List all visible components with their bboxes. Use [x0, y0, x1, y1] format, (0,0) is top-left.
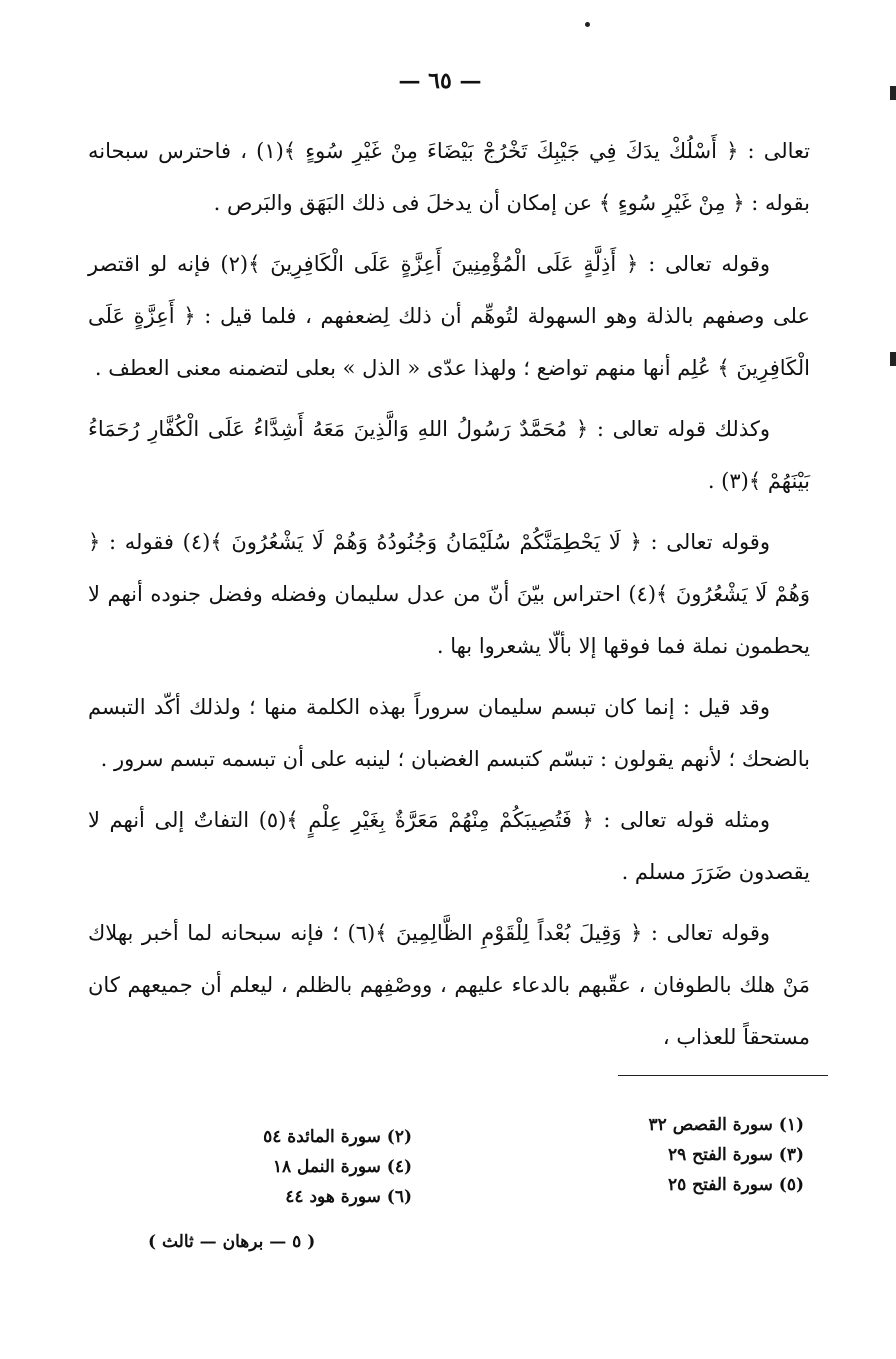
main-text [88, 125, 810, 1072]
footnote: (٦) سورة هود ٤٤ [285, 1187, 412, 1207]
paragraph: تعالى : ﴿ أَسْلُكْ يدَكَ فِي جَيْبِكَ تَخْرُجْ بَيْضَاءَ مِنْ غَيْرِ سُوءٍ ﴾(١) ، فاحترس سبحانه بقوله : ﴿ مِنْ غَيْرِ سُوءٍ ﴾ عن إمكان أن يدخلَ فى ذلك البَهَق والبَرص . [88, 139, 811, 215]
printer-signature: ( ٥ — برهان — ثالث ) [148, 1232, 316, 1252]
footnote: (٥) سورة الفتح ٢٥ [667, 1175, 804, 1195]
paragraph: وقوله تعالى : ﴿ أَذِلَّةٍ عَلَى الْمُؤْمِنِينَ أَعِزَّةٍ عَلَى الْكَافِرِينَ ﴾(٢) فإنه لو اقتصر على وصفهم بالذلة وهو السهولة لتُوهِّم أن ذلك لِضعفهم ، فلما قيل : ﴿ أَعِزَّةٍ عَلَى الْكَافِرِينَ ﴾ عُلِم أنها منهم تواضع ؛ ولهذا عدّى « الذل » بعلى لتضمنه معنى العطف . [88, 252, 810, 380]
footnote: (١) سورة القصص ٣٢ [648, 1115, 804, 1135]
print-speck [585, 22, 590, 27]
footnote: (٢) سورة المائدة ٥٤ [263, 1127, 412, 1147]
footnote-separator [618, 1075, 828, 1076]
footnotes-left-column [263, 1122, 412, 1212]
paragraph: وقد قيل : إنما كان تبسم سليمان سروراً بهذه الكلمة منها ؛ ولذلك أكّد التبسم بالضحك ؛ لأنهم يقولون : تبسّم كتبسم الغضبان ؛ لينبه على أن تبسمه تبسم سرور . [88, 695, 810, 771]
footnotes-right-column [649, 1110, 804, 1200]
edge-mark [890, 352, 896, 366]
paragraph: وقوله تعالى : ﴿ لَا يَحْطِمَنَّكُمْ سُلَيْمَانُ وَجُنُودُهُ وَهُمْ لَا يَشْعُرُونَ ﴾(٤) فقوله : ﴿ وَهُمْ لَا يَشْعُرُونَ ﴾(٤) احتراس بيّنَ أنّ من عدل سليمان وفضله وفضل جنوده أنهم لا يحطمون نملة فما فوقها إلا بألّا يشعروا بها . [88, 530, 810, 658]
footnote: (٣) سورة الفتح ٢٩ [667, 1145, 804, 1165]
paragraph: وكذلك قوله تعالى : ﴿ مُحَمَّدٌ رَسُولُ اللهِ وَالَّذِينَ مَعَهُ أَشِدَّاءُ عَلَى الْكُفَّارِ رُحَمَاءُ بَيْنَهُمْ ﴾(٣) . [88, 417, 810, 493]
edge-mark [890, 86, 896, 100]
footnote: (٤) سورة النمل ١٨ [272, 1157, 412, 1177]
paragraph: وقوله تعالى : ﴿ وَقِيلَ بُعْداً لِلْقَوْمِ الظَّالِمِينَ ﴾(٦) ؛ فإنه سبحانه لما أخبر بهلاك مَنْ هلك بالطوفان ، عقّبهم بالدعاء عليهم ، ووصْفِهم بالظلم ، ليعلم أن جميعهم كان مستحقاً للعذاب ، [88, 921, 810, 1049]
page-number: — ٦٥ — [398, 68, 482, 94]
paragraph: ومثله قوله تعالى : ﴿ فَتُصِيبَكُمْ مِنْهُمْ مَعَرَّةٌ بِغَيْرِ عِلْمٍ ﴾(٥) التفاتٌ إلى أنهم لا يقصدون ضَرَرَ مسلم . [88, 808, 810, 884]
